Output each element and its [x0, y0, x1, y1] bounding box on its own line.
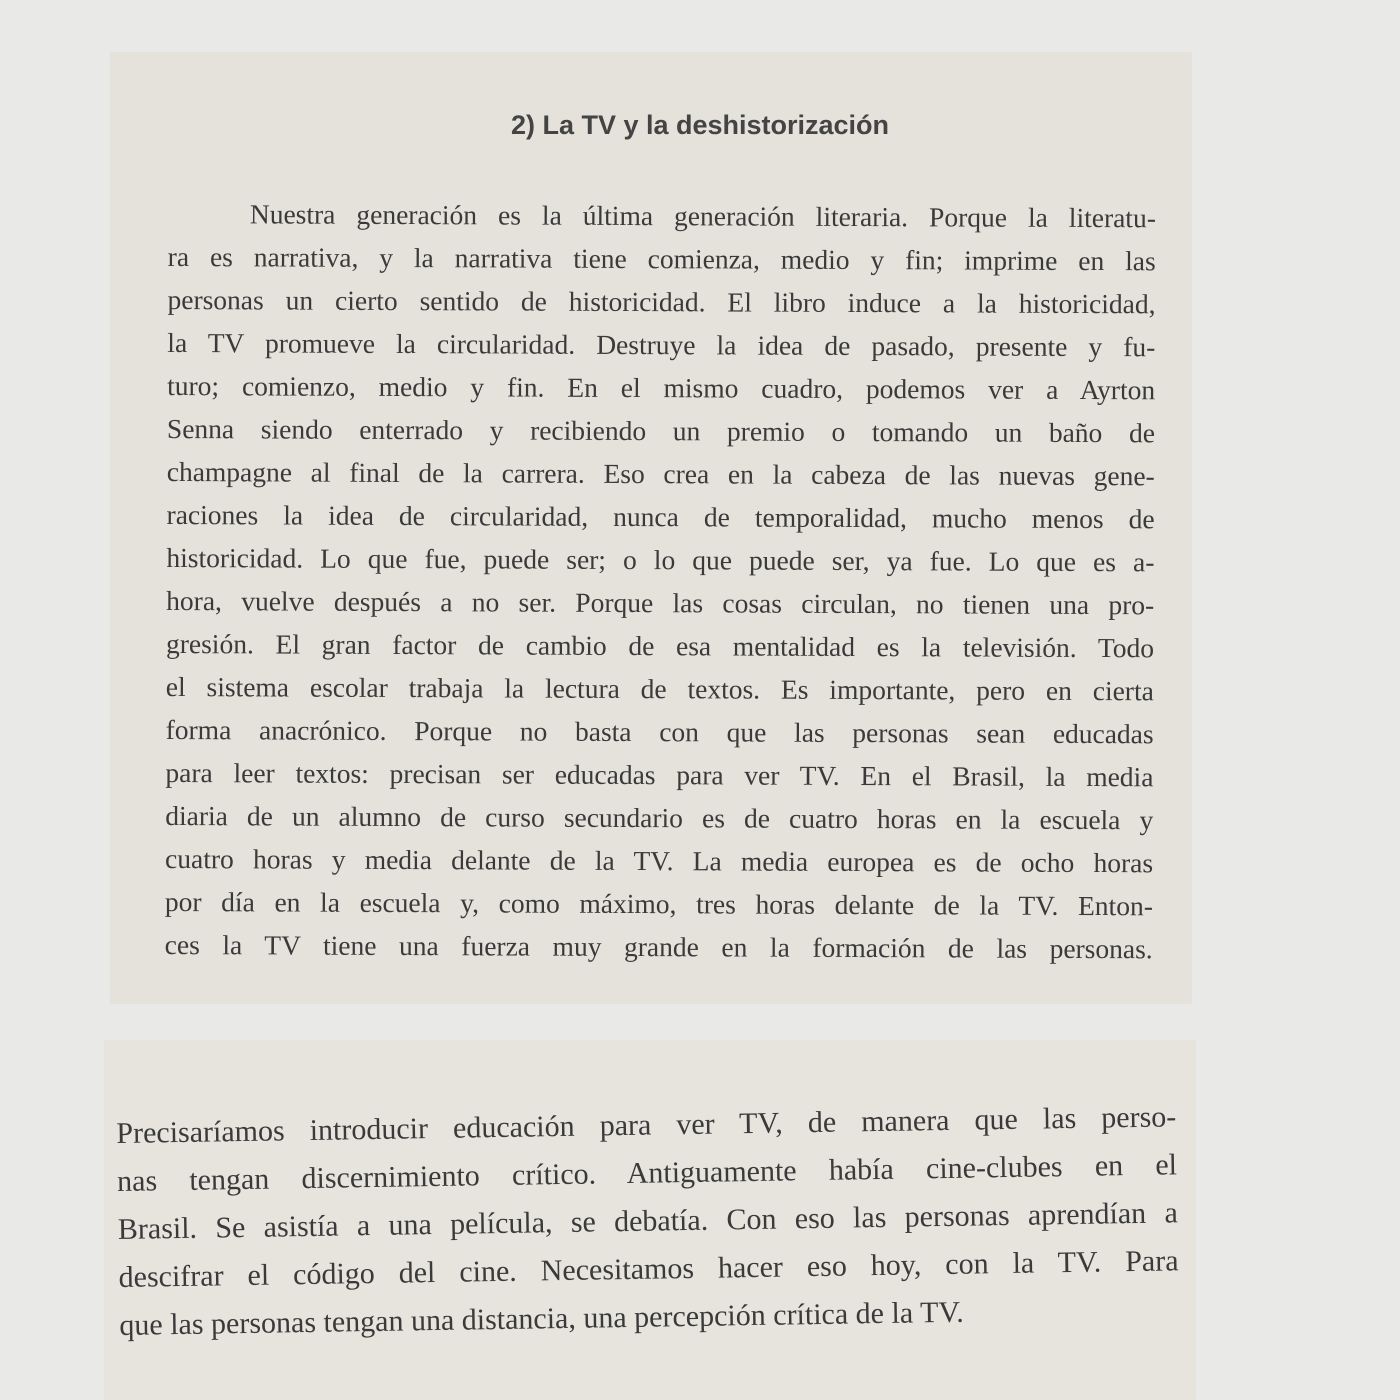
text-line: forma anacrónico. Porque no basta con que las personas sean educadas — [165, 713, 1154, 750]
text-line: por día en la escuela y, como máximo, tres horas delante de la TV. Enton- — [164, 885, 1153, 922]
text-line: Brasil. Se asistía a una película, se debatía. Con eso las personas aprendían a — [117, 1196, 1179, 1246]
paragraph-2 — [116, 1093, 1180, 1350]
text-line: personas un cierto sentido de historicidad. El libro induce a la historicidad, — [167, 283, 1156, 320]
text-line: la TV promueve la circularidad. Destruye la idea de pasado, presente y fu- — [167, 326, 1156, 363]
text-line: el sistema escolar trabaja la lectura de textos. Es importante, pero en cierta — [165, 670, 1154, 707]
text-line: nas tengan discernimiento crítico. Antiguamente había cine-clubes en el — [116, 1148, 1178, 1198]
text-line: champagne al final de la carrera. Eso crea en la cabeza de las nuevas gene- — [166, 455, 1155, 492]
section-title: 2) La TV y la deshistorización — [510, 110, 890, 140]
text-line: cuatro horas y media delante de la TV. La media europea es de ocho horas — [165, 842, 1154, 879]
text-line: ces la TV tiene una fuerza muy grande en la formación de las personas. — [164, 928, 1153, 965]
text-line: diaria de un alumno de curso secundario es de cuatro horas en la escuela y — [165, 799, 1154, 836]
text-line: Precisaríamos introducir educación para ver TV, de manera que las perso- — [116, 1100, 1177, 1150]
text-line: ra es narrativa, y la narrativa tiene comienza, medio y fin; imprime en las — [167, 240, 1156, 277]
text-line: raciones la idea de circularidad, nunca de temporalidad, mucho menos de — [166, 498, 1155, 535]
text-line: historicidad. Lo que fue, puede ser; o lo que puede ser, ya fue. Lo que es a- — [166, 541, 1155, 578]
text-line: hora, vuelve después a no ser. Porque las cosas circulan, no tienen una pro- — [166, 584, 1155, 621]
text-line: turo; comienzo, medio y fin. En el mismo cuadro, podemos ver a Ayrton — [167, 369, 1156, 406]
paragraph-1 — [165, 192, 1156, 970]
text-line: gresión. El gran factor de cambio de esa mentalidad es la televisión. Todo — [165, 627, 1155, 664]
text-line: Nuestra generación es la última generación literaria. Porque la literatu- — [249, 198, 1156, 234]
text-line: para leer textos: precisan ser educadas para ver TV. En el Brasil, la media — [165, 756, 1154, 793]
text-line: descifrar el código del cine. Necesitamos hacer eso hoy, con la TV. Para — [118, 1244, 1179, 1294]
text-line: Senna siendo enterrado y recibiendo un premio o tomando un baño de — [166, 412, 1156, 449]
text-line: que las personas tengan una distancia, una percepción crítica de la TV. — [119, 1295, 964, 1342]
